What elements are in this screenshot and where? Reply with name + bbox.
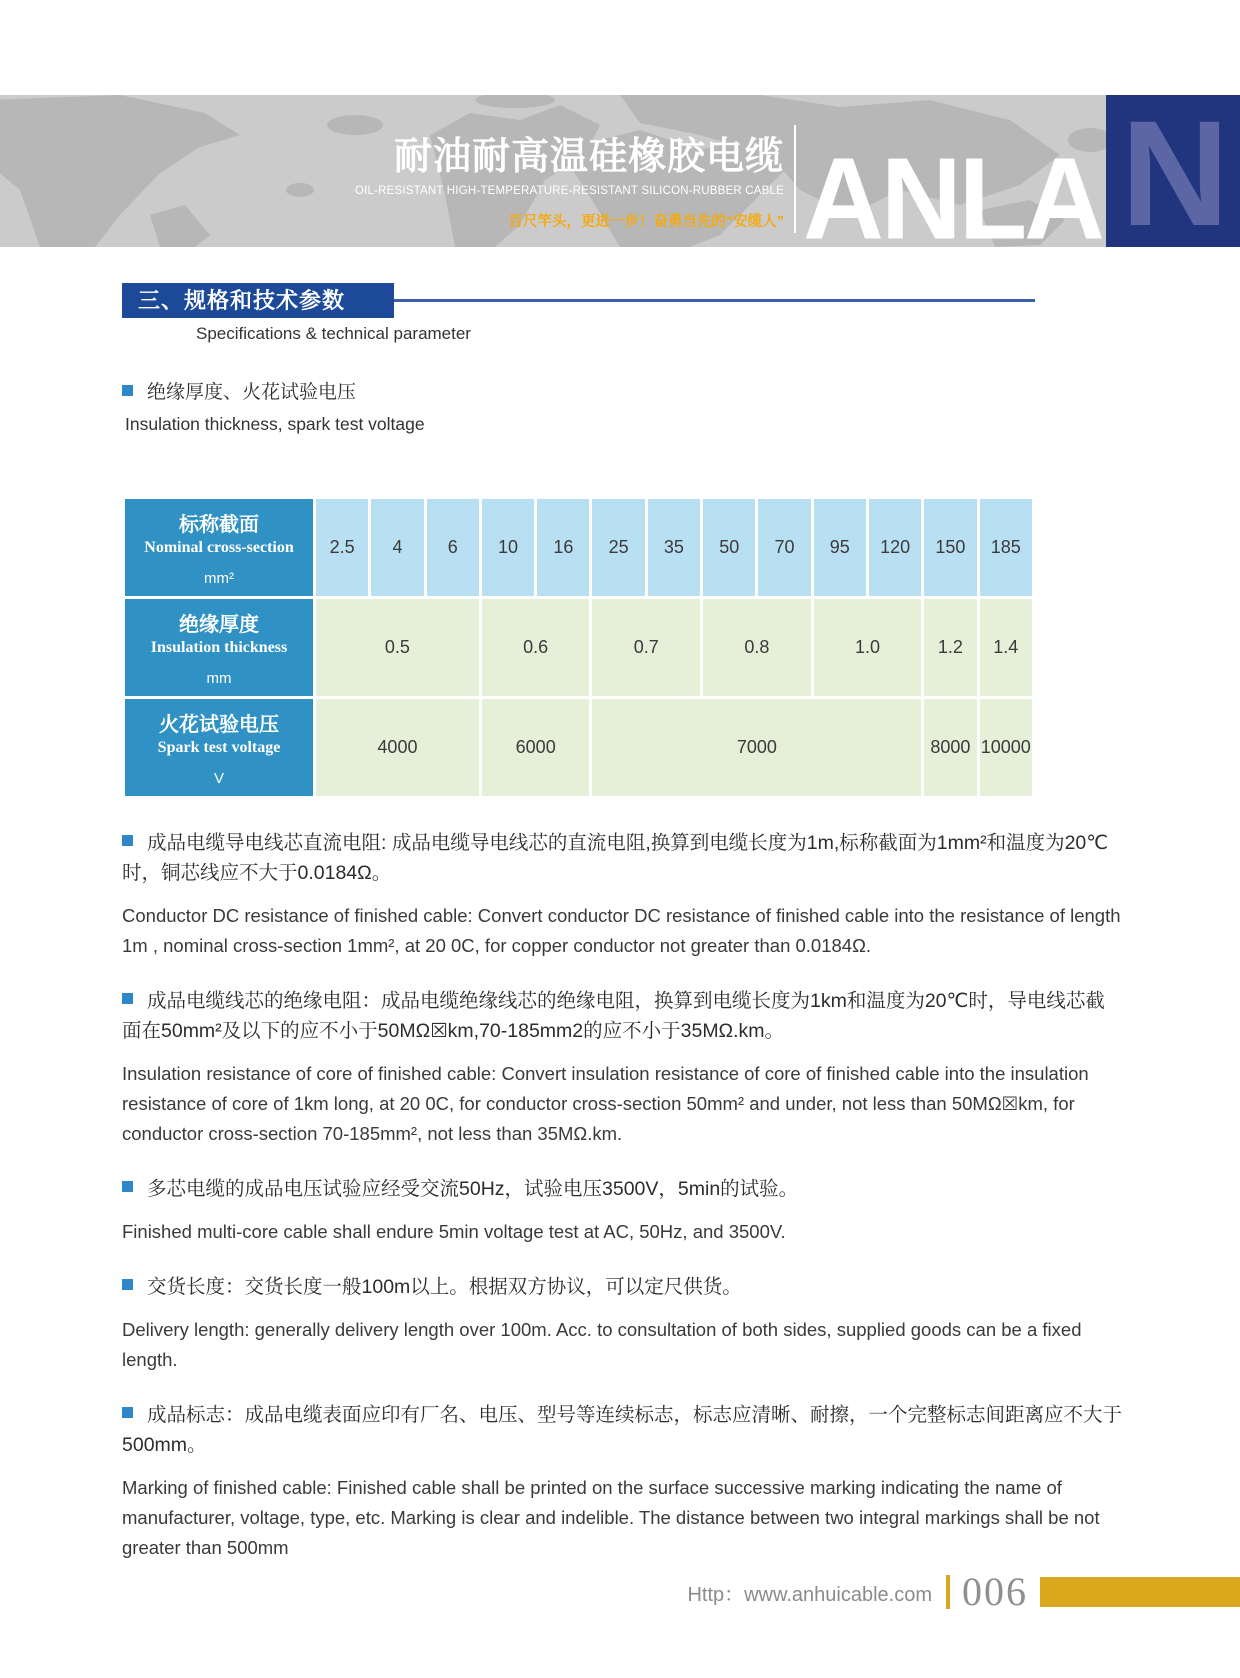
table-cell: 25 [591,498,646,598]
footer-divider-bar [946,1575,950,1609]
row-label-en: Nominal cross-section [144,539,294,556]
subsection-title-cn-text: 绝缘厚度、火花试验电压 [147,382,357,403]
row-label-insulation-thickness [124,598,315,698]
header-title-cluster [355,125,784,231]
table-cell: 1.0 [812,598,923,698]
table-cell: 2.5 [315,498,370,598]
spec-item-cn [122,1400,1124,1460]
footer-gold-block [1040,1577,1240,1607]
page-title-cn: 耐油耐高温硅橡胶电缆 [393,136,784,178]
page-footer [0,1569,1240,1614]
brand-logo-n-letter: N [1120,89,1226,257]
brand-logo-anla: ANLA [802,133,1102,264]
table-cell: 0.8 [702,598,813,698]
footer-website-url: Http：www.anhuicable.com [687,1583,932,1606]
row-label-cn: 绝缘厚度 [179,614,259,636]
row-label-spark-test-voltage [124,698,315,798]
table-cell: 0.6 [480,598,591,698]
spec-item-cn-text: 交货长度：交货长度一般100m以上。根据双方协议，可以定尺供货。 [147,1276,742,1298]
table-row-nominal-cross-section [124,498,1034,598]
table-cell: 16 [536,498,591,598]
row-label-unit: V [213,770,224,787]
spec-item-cn [122,1174,1124,1204]
bullet-square-icon [122,1181,133,1192]
row-label-unit: mm² [204,570,234,587]
table-cell: 1.2 [923,598,978,698]
spec-item-en: Delivery length: generally delivery length over 100m. Acc. to consultation of both sides, supplied goods can be a fixed length. [122,1319,1082,1370]
table-cell: 95 [812,498,867,598]
page-number: 006 [962,1569,1028,1614]
table-cell: 0.5 [315,598,481,698]
table-cell: 8000 [923,698,978,798]
table-cell: 185 [978,498,1033,598]
spec-paragraphs [122,828,1124,1588]
spec-item [122,1272,1124,1375]
table-cell: 120 [867,498,922,598]
subsection-title-cn [122,377,356,404]
spec-item-cn-text: 成品标志：成品电缆表面应印有厂名、电压、型号等连续标志，标志应清晰、耐擦，一个完整标志间距离应不大于500mm。 [122,1404,1123,1456]
spec-item-en: Insulation resistance of core of finished cable: Convert insulation resistance of core of finished cable into the insulation resistance of core of 1km long, at 20 0C, for conductor cross-section 50mm² and under, not less than 50MΩ☒km, for conductor cross-section 70-185mm², not less than 35MΩ.km. [122,1063,1089,1144]
brand-slogan: 百尺竿头，更进一步！奋勇当先的“安缆人” [508,214,784,230]
table-cell: 70 [757,498,812,598]
row-label-cn: 火花试验电压 [159,714,279,736]
table-cell: 1.4 [978,598,1033,698]
brand-logo-n-box [1106,89,1240,257]
spec-table [122,496,1035,799]
row-label-unit: mm [206,670,232,687]
spec-item-en: Conductor DC resistance of finished cable: Convert conductor DC resistance of finished cable into the resistance of length 1m , nominal cross-section 1mm², at 20 0C, for copper conductor not greater than 0.0184Ω. [122,905,1121,956]
title-divider-line [794,125,796,233]
spec-item-cn-text: 成品电缆导电线芯直流电阻: 成品电缆导电线芯的直流电阻,换算到电缆长度为1m,标称截面为1mm²和温度为20℃时，铜芯线应不大于0.0184Ω。 [122,832,1109,884]
spec-item [122,1400,1124,1563]
spec-item-cn [122,986,1124,1046]
section-rule-line [394,299,1035,302]
spec-item-cn-text: 多芯电缆的成品电压试验应经受交流50Hz，试验电压3500V，5min的试验。 [147,1178,799,1200]
spec-item-cn-text: 成品电缆线芯的绝缘电阻：成品电缆绝缘线芯的绝缘电阻，换算到电缆长度为1km和温度为20℃时，导电线芯截面在50mm²及以下的应不小于50MΩ☒km,70-185mm2的应不小于35MΩ.km。 [122,990,1105,1042]
table-cell: 150 [923,498,978,598]
row-label-en: Insulation thickness [150,639,288,656]
section-title-box: 三、规格和技术参数 [122,283,394,318]
row-label-cn: 标称截面 [179,514,259,536]
spec-item-cn [122,1272,1124,1302]
page-title-en: OIL-RESISTANT HIGH-TEMPERATURE-RESISTANT SILICON-RUBBER CABLE [354,185,784,197]
table-cell: 6000 [480,698,591,798]
table-cell: 6 [425,498,480,598]
table-cell: 4000 [315,698,481,798]
table-row-insulation-thickness [124,598,1034,698]
spec-item-en: Marking of finished cable: Finished cable shall be printed on the surface successive marking indicating the name of manufacturer, voltage, type, etc. Marking is clear and indelible. The distance between two integral markings shall be not greater than 500mm [122,1477,1100,1558]
table-cell: 0.7 [591,598,702,698]
bullet-square-icon [122,1407,133,1418]
table-cell: 7000 [591,698,923,798]
header-band [0,89,1240,264]
bullet-square-icon [122,1279,133,1290]
bullet-square-icon [122,835,133,846]
spec-item [122,828,1124,961]
spec-item-en: Finished multi-core cable shall endure 5min voltage test at AC, 50Hz, and 3500V. [122,1221,786,1242]
table-cell: 35 [646,498,701,598]
row-label-nominal-cross-section [124,498,315,598]
table-cell: 10000 [978,698,1033,798]
spec-item [122,986,1124,1149]
row-label-en: Spark test voltage [157,739,281,756]
spec-item [122,1174,1124,1247]
table-row-spark-test-voltage [124,698,1034,798]
bullet-square-icon [122,385,133,396]
table-cell: 10 [480,498,535,598]
subsection-title-en: Insulation thickness, spark test voltage [125,414,425,434]
table-cell: 4 [370,498,425,598]
bullet-square-icon [122,993,133,1004]
spec-item-cn [122,828,1124,888]
table-cell: 50 [702,498,757,598]
section-title-en: Specifications & technical parameter [196,324,471,343]
